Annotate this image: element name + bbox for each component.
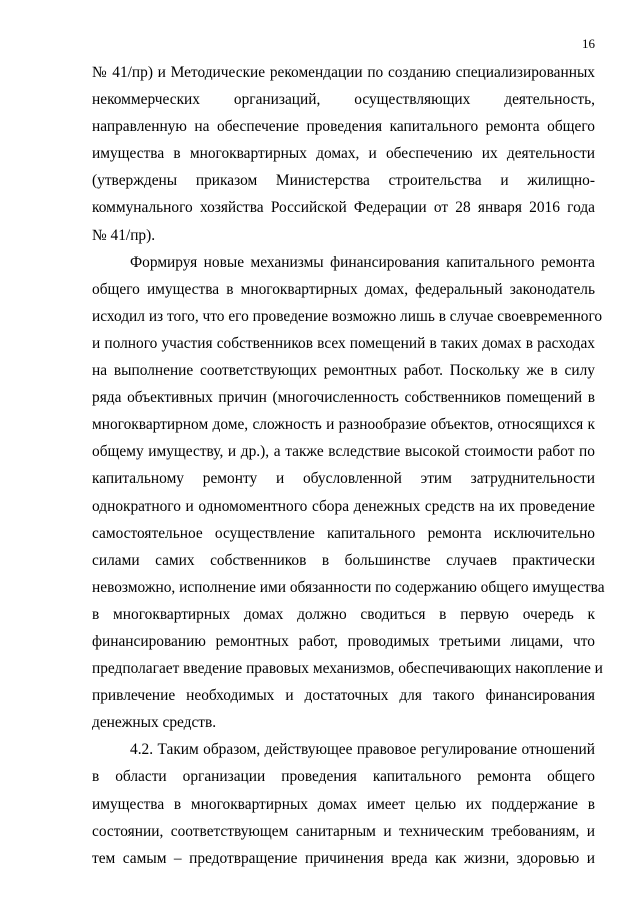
text-line: 4.2. Таким образом, действующее правовое регулирование отношений xyxy=(130,741,595,759)
text-line: имущества в многоквартирных домах, и обеспечению их деятельности xyxy=(92,145,595,163)
text-line: силами самих собственников в большинстве случаев практически xyxy=(92,551,595,569)
text-line: коммунального хозяйства Российской Федерации от 28 января 2016 года xyxy=(92,199,595,217)
text-line: исходил из того, что его проведение возможно лишь в случае своевременного xyxy=(92,307,603,325)
text-line: общему имуществу, и др.), а также вследствие высокой стоимости работ по xyxy=(92,443,595,461)
body-text xyxy=(92,59,605,872)
text-line: самостоятельное осуществление капитального ремонта исключительно xyxy=(92,524,595,542)
text-line: финансированию ремонтных работ, проводимых третьими лицами, что xyxy=(92,632,595,650)
text-line: № 41/пр) и Методические рекомендации по созданию специализированных xyxy=(92,64,595,81)
text-line: направленную на обеспечение проведения капитального ремонта общего xyxy=(92,118,595,136)
text-line: денежных средств. xyxy=(92,714,217,732)
text-line: привлечение необходимых и достаточных для такого финансирования xyxy=(92,687,595,705)
text-line: невозможно, исполнение ими обязанности по содержанию общего имущества xyxy=(92,578,605,596)
text-line: состоянии, соответствующем санитарным и техническим требованиям, и xyxy=(92,822,595,840)
text-line: № 41/пр). xyxy=(92,226,156,244)
text-line: многоквартирном доме, сложность и разнообразие объектов, относящихся к xyxy=(92,416,595,434)
text-line: (утверждены приказом Министерства строительства и жилищно- xyxy=(92,172,595,190)
text-line: Формируя новые механизмы финансирования капитального ремонта xyxy=(130,253,595,271)
text-line: на выполнение соответствующих ремонтных работ. Поскольку же в силу xyxy=(92,362,595,380)
text-line: тем самым – предотвращение причинения вреда как жизни, здоровью и xyxy=(92,849,595,867)
text-line: однократного и одномоментного сбора денежных средств на их проведение xyxy=(92,497,595,515)
text-line: и полного участия собственников всех помещений в таких домах в расходах xyxy=(92,334,595,352)
text-line: ряда объективных причин (многочисленность собственников помещений в xyxy=(92,389,595,407)
text-line: капитальному ремонту и обусловленной этим затруднительности xyxy=(92,470,595,488)
text-line: некоммерческих организаций, осуществляющих деятельность, xyxy=(92,91,595,109)
page-number: 16 xyxy=(582,36,595,51)
text-line: предполагает введение правовых механизмов, обеспечивающих накопление и xyxy=(92,660,603,678)
text-line: в области организации проведения капитального ремонта общего xyxy=(92,768,595,786)
text-line: имущества в многоквартирных домах имеет целью их поддержание в xyxy=(92,795,595,813)
text-line: общего имущества в многоквартирных домах, федеральный законодатель xyxy=(92,280,595,298)
text-line: в многоквартирных домах должно сводиться в первую очередь к xyxy=(92,605,595,623)
